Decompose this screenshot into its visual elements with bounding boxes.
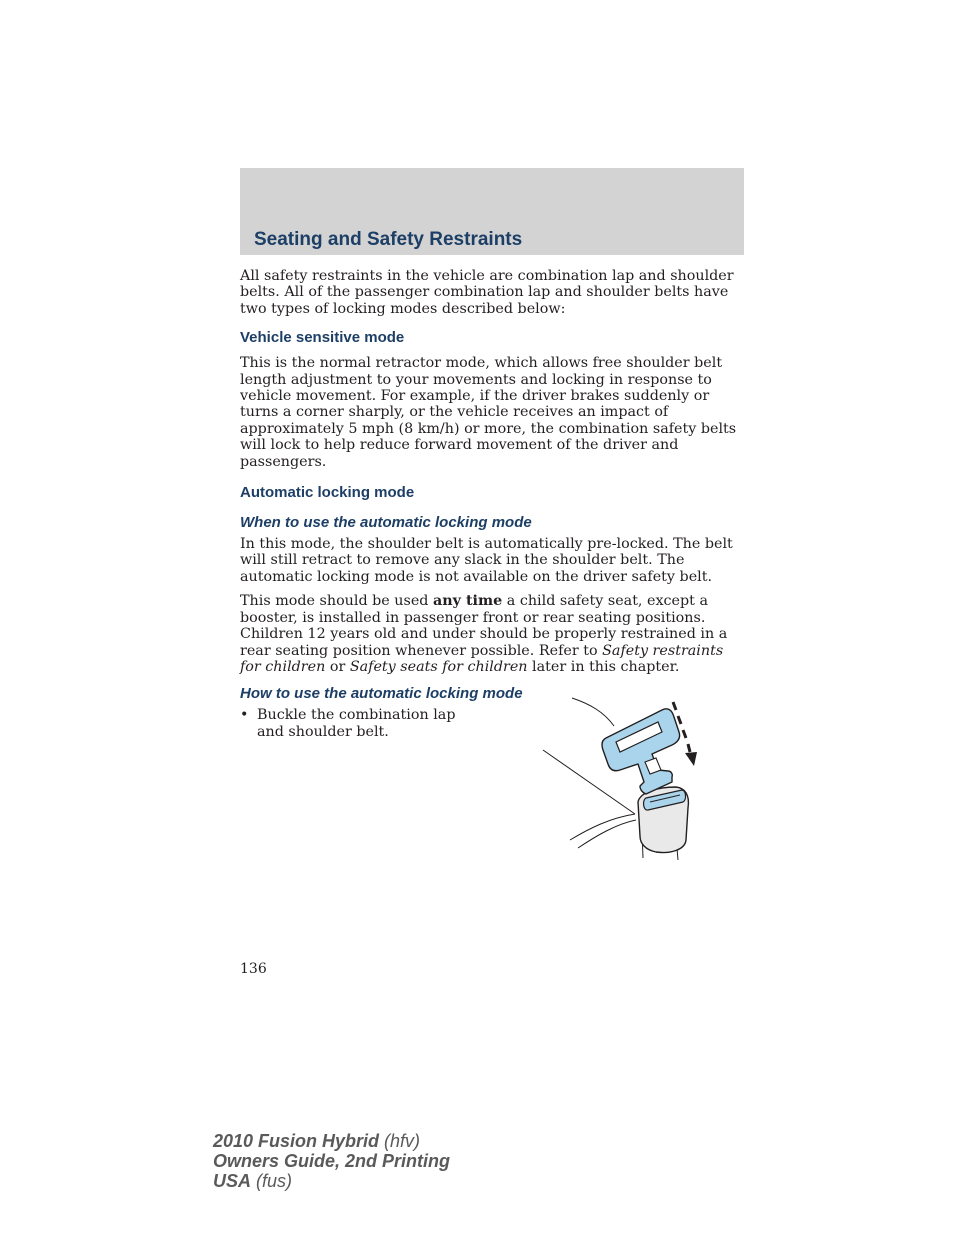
intro-paragraph: All safety restraints in the vehicle are combination lap and shoulder belts. All of the passenger combination lap and shoulder belts have two types of locking modes described below: [240,268,734,317]
page-number: 136 [240,961,267,977]
main-content [240,268,744,740]
section-header-band [240,168,744,255]
usage-text-1: This mode should be used [240,593,434,610]
footer-line-2: Owners Guide, 2nd Printing [213,1151,451,1171]
vehicle-sensitive-paragraph: This is the normal retractor mode, which allows free shoulder belt length adjustment to your movements and locking in response to vehicle movement. For example, if the driver brakes suddenly or turns a corner sharply, or the vehicle receives an impact of approximately 5 mph (8 km/h) or more, the combination safety belts will lock to help reduce forward movement of the driver and passengers. [240,355,737,470]
usage-paragraph [240,593,744,675]
reference-safety-restraints-for-children: Safety restraints for children [240,642,724,675]
vehicle-sensitive-heading: Vehicle sensitive mode [240,329,405,347]
footer-market: USA [213,1171,252,1191]
reference-safety-seats-for-children: Safety seats for children [349,658,528,675]
footer-model: 2010 Fusion Hybrid [213,1131,380,1151]
section-title: Seating and Safety Restraints [254,229,523,250]
footer-line-1 [213,1131,450,1151]
footer-model-code: (hfv) [379,1131,421,1151]
footer-market-code: (fus) [251,1171,293,1191]
bullet-glyph: • [240,707,249,724]
bullet-text: Buckle the combination lap and shoulder belt. [257,707,456,740]
how-to-use-heading: How to use the automatic locking mode [240,685,523,703]
automatic-locking-heading: Automatic locking mode [240,484,415,502]
document-footer [213,1131,450,1191]
when-to-use-heading: When to use the automatic locking mode [240,514,532,532]
bullet-item [240,707,485,740]
seat-belt-buckle-illustration [540,690,710,865]
usage-text-2: a child safety seat, except a booster, is installed in passenger front or rear seating positions. Children 12 years old and under should be properly restrained in a rear seating position whenever possible. Refer to [240,593,728,659]
footer-line-3 [213,1171,450,1191]
usage-text-4: later in this chapter. [527,658,680,675]
when-to-use-paragraph: In this mode, the shoulder belt is automatically pre-locked. The belt will still retract to remove any slack in the shoulder belt. The automatic locking mode is not available on the driver safety belt. [240,536,733,585]
usage-emphasis: any time [433,593,503,610]
usage-text-3: or [325,658,350,675]
